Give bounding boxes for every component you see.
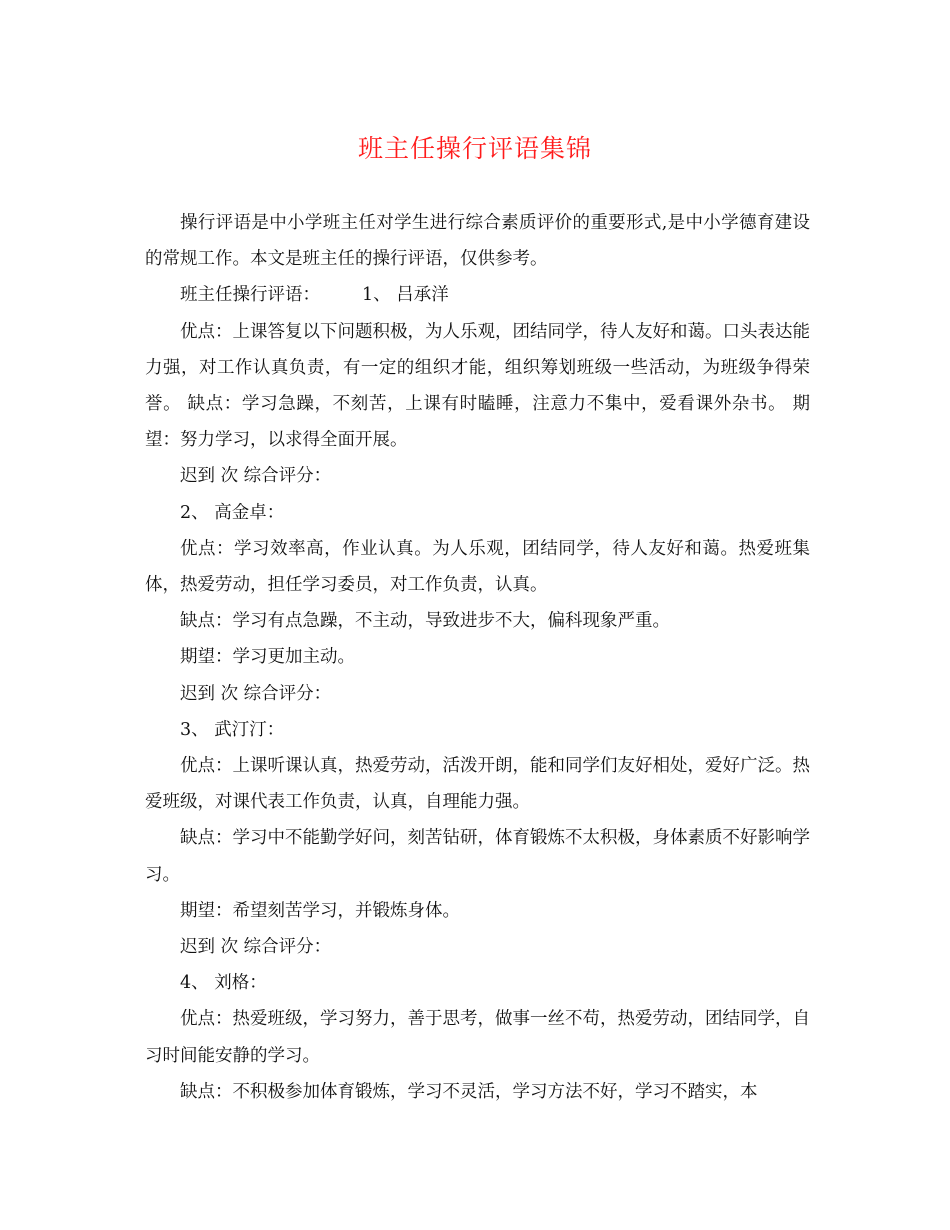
paragraph: 优点：热爱班级，学习努力，善于思考，做事一丝不苟，热爱劳动，团结同学，自习时间能安静的学习。 xyxy=(145,1009,810,1066)
document-title: 班主任操行评语集锦 xyxy=(357,134,592,163)
paragraph: 缺点：学习中不能勤学好问，刻苦钻研，体育锻炼不太积极，身体素质不好影响学习。 xyxy=(145,828,810,885)
paragraph: 缺点：不积极参加体育锻炼，学习不灵活，学习方法不好，学习不踏实，本 xyxy=(180,1081,758,1102)
paragraph: 迟到 次 综合评分： xyxy=(180,466,332,487)
paragraph: 缺点：学习有点急躁，不主动，导致进步不大，偏科现象严重。 xyxy=(180,611,670,632)
section-heading xyxy=(145,277,810,313)
intro-paragraph: 操行评语是中小学班主任对学生进行综合素质评价的重要形式,是中小学德育建设的常规工作。本文是班主任的操行评语，仅供参考。 xyxy=(145,213,810,270)
paragraph: 优点：上课答复以下问题积极，为人乐观，团结同学，待人友好和蔼。口头表达能力强，对工作认真负责，有一定的组织才能，组织筹划班级一些活动，为班级争得荣誉。 缺点：学习急躁，不刻苦，上课有时瞌睡，注意力不集中，爱看课外杂书。 期望：努力学习，以求得全面开展。 xyxy=(145,321,810,451)
paragraph: 期望：希望刻苦学习，并锻炼身体。 xyxy=(180,900,460,921)
section-label: 班主任操行评语： xyxy=(180,285,320,306)
paragraph: 期望：学习更加主动。 xyxy=(180,647,355,668)
student-heading: 3、 武汀汀： xyxy=(180,719,285,740)
student-heading: 4、 刘格： xyxy=(180,973,267,994)
paragraph: 迟到 次 综合评分： xyxy=(180,937,332,958)
student-heading: 2、 高金卓： xyxy=(180,502,285,523)
paragraph: 迟到 次 综合评分： xyxy=(180,683,332,704)
paragraph: 优点：学习效率高，作业认真。为人乐观，团结同学，待人友好和蔼。热爱班集体，热爱劳动，担任学习委员，对工作负责，认真。 xyxy=(145,538,810,596)
document-body xyxy=(145,205,810,1110)
student-heading: 1、 吕承洋 xyxy=(362,285,449,306)
paragraph: 优点：上课听课认真，热爱劳动，活泼开朗，能和同学们友好相处，爱好广泛。热爱班级，对课代表工作负责，认真，自理能力强。 xyxy=(145,756,810,813)
